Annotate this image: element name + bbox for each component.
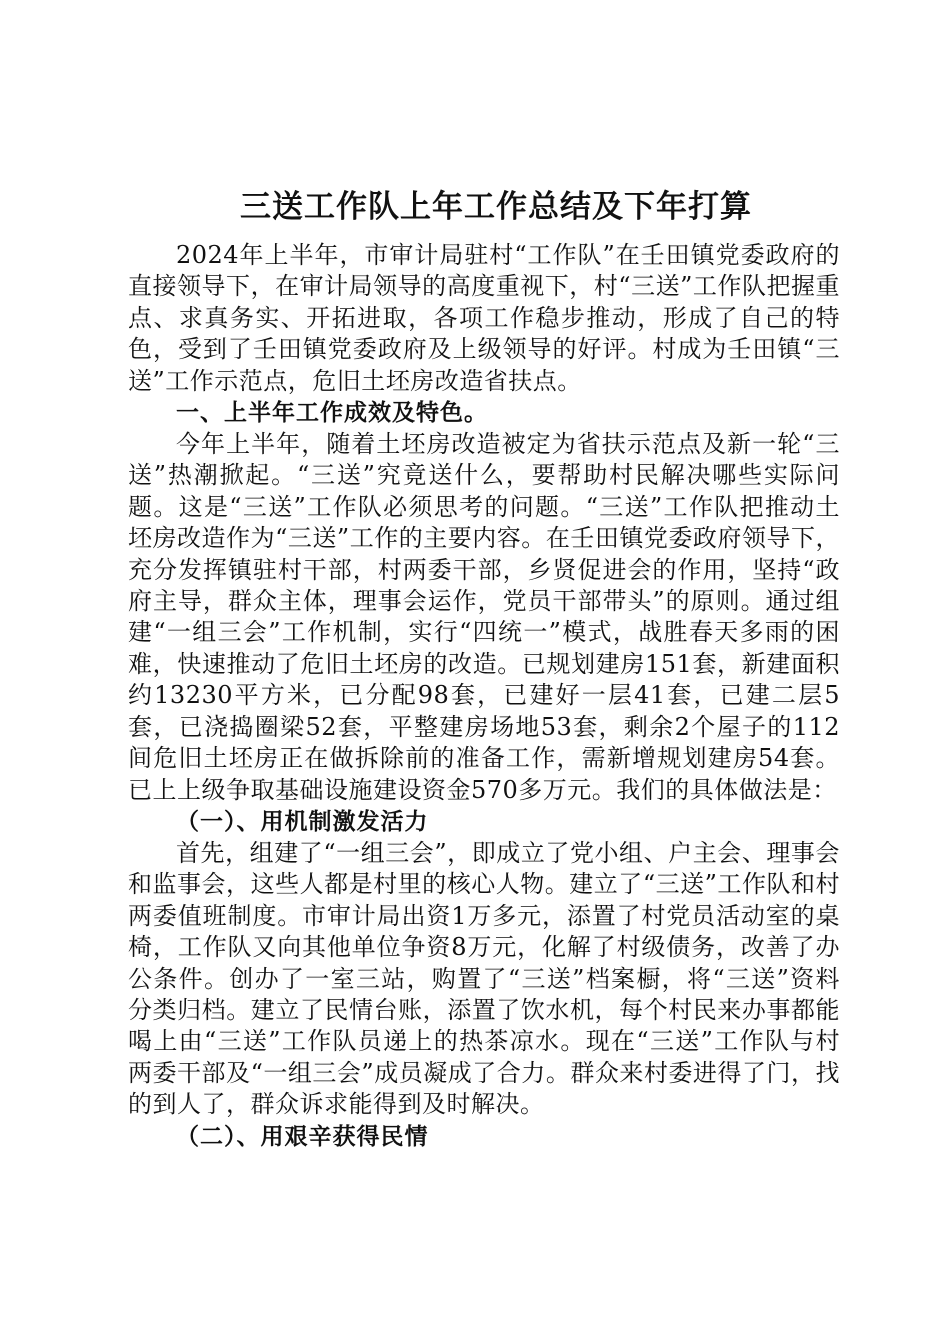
intro-paragraph: 2024年上半年，市审计局驻村“工作队”在壬田镇党委政府的直接领导下，在审计局领导的高度重视下，村“三送”工作队把握重点、求真务实、开拓进取，各项工作稳步推动，形成了自己的特色，受到了壬田镇党委政府及上级领导的好评。村成为壬田镇“三送”工作示范点，危旧土坯房改造省扶点。 — [128, 241, 840, 395]
section-1-paragraph: 今年上半年，随着土坯房改造被定为省扶示范点及新一轮“三送”热潮掀起。“三送”究竟送什么，要帮助村民解决哪些实际问题。这是“三送”工作队必须思考的问题。“三送”工作队把推动土坯房改造作为“三送”工作的主要内容。在壬田镇党委政府领导下，充分发挥镇驻村干部，村两委干部，乡贤促进会的作用，坚持“政府主导，群众主体，理事会运作，党员干部带头”的原则。通过组建“一组三会”工作机制，实行“四统一”模式，战胜春天多雨的困难，快速推动了危旧土坯房的改造。已规划建房151套，新建面积约13230平方米，已分配98套，已建好一层41套，已建二层5套，已浇捣圈梁52套，平整建房场地53套，剩余2个屋子的112间危旧土坯房正在做拆除前的准备工作，需新增规划建房54套。已上上级争取基础设施建设资金570多万元。我们的具体做法是： — [128, 430, 840, 804]
document-title: 三送工作队上年工作总结及下年打算 — [240, 189, 752, 225]
subsection-1-paragraph: 首先，组建了“一组三会”，即成立了党小组、户主会、理事会和监事会，这些人都是村里的核心人物。建立了“三送”工作队和村两委值班制度。市审计局出资1万多元，添置了村党员活动室的桌椅，工作队又向其他单位争资8万元，化解了村级债务，改善了办公条件。创办了一室三站，购置了“三送”档案橱，将“三送”资料分类归档。建立了民情台账，添置了饮水机，每个村民来办事都能喝上由“三送”工作队员递上的热茶凉水。现在“三送”工作队与村两委干部及“一组三会”成员凝成了合力。群众来村委进得了门，找的到人了，群众诉求能得到及时解决。 — [128, 838, 840, 1119]
subsection-heading-2: （二）、用艰辛获得民情 — [176, 1123, 429, 1150]
subsection-heading-1: （一）、用机制激发活力 — [176, 808, 429, 835]
section-heading-1: 一、上半年工作成效及特色。 — [176, 400, 488, 427]
document-body — [128, 182, 840, 1153]
